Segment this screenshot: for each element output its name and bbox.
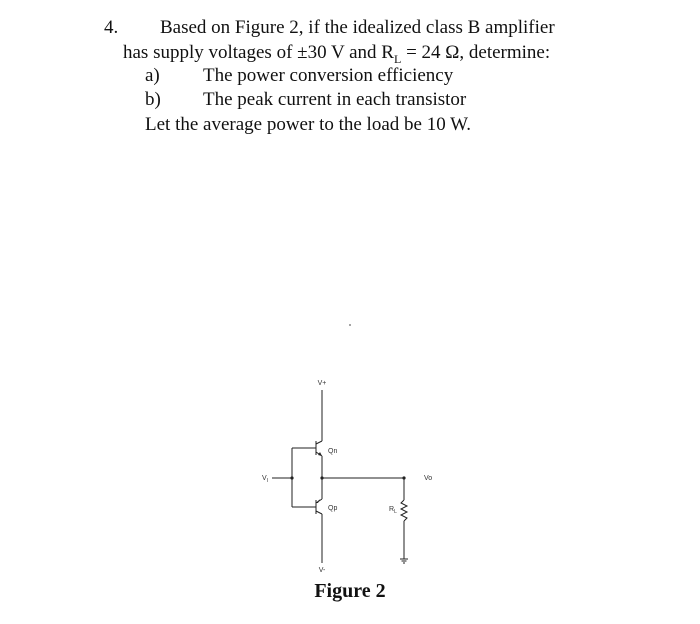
rl-label-main: R bbox=[389, 506, 395, 513]
input-node bbox=[290, 476, 293, 479]
vo-label: Vo bbox=[424, 475, 433, 482]
vi-label bbox=[262, 475, 268, 484]
load-resistor bbox=[401, 500, 407, 521]
qn-collector bbox=[316, 441, 322, 444]
qp-collector bbox=[316, 511, 322, 514]
rl-subscript: L bbox=[393, 52, 402, 66]
qp-label: Qp bbox=[328, 505, 338, 512]
item-a-text: The power conversion efficiency bbox=[203, 65, 454, 86]
stray-dot bbox=[349, 324, 351, 326]
rl-label bbox=[389, 506, 397, 515]
vminus-label: V- bbox=[318, 567, 326, 574]
figure-caption: Figure 2 bbox=[314, 580, 386, 602]
vo-node bbox=[402, 476, 405, 479]
question-closing: Let the average power to the load be 10 W. bbox=[145, 114, 472, 135]
item-a-label: a) bbox=[145, 65, 160, 86]
output-node bbox=[320, 476, 323, 479]
qn-label: Qn bbox=[328, 448, 338, 455]
item-b-text: The peak current in each transistor bbox=[203, 89, 467, 110]
question-line-2-text-b: = 24 Ω, determine: bbox=[401, 42, 551, 63]
vi-label-main: V bbox=[262, 475, 267, 482]
question-line-2-text-a: has supply voltages of ±30 V and R bbox=[123, 42, 394, 63]
vplus-label: V+ bbox=[317, 380, 327, 387]
question-number: 4. bbox=[104, 17, 119, 38]
vi-label-sub: I bbox=[266, 478, 269, 484]
question-line-1: Based on Figure 2, if the idealized class B amplifier bbox=[160, 17, 555, 38]
rl-label-sub: L bbox=[394, 509, 397, 515]
item-b-label: b) bbox=[145, 89, 161, 110]
